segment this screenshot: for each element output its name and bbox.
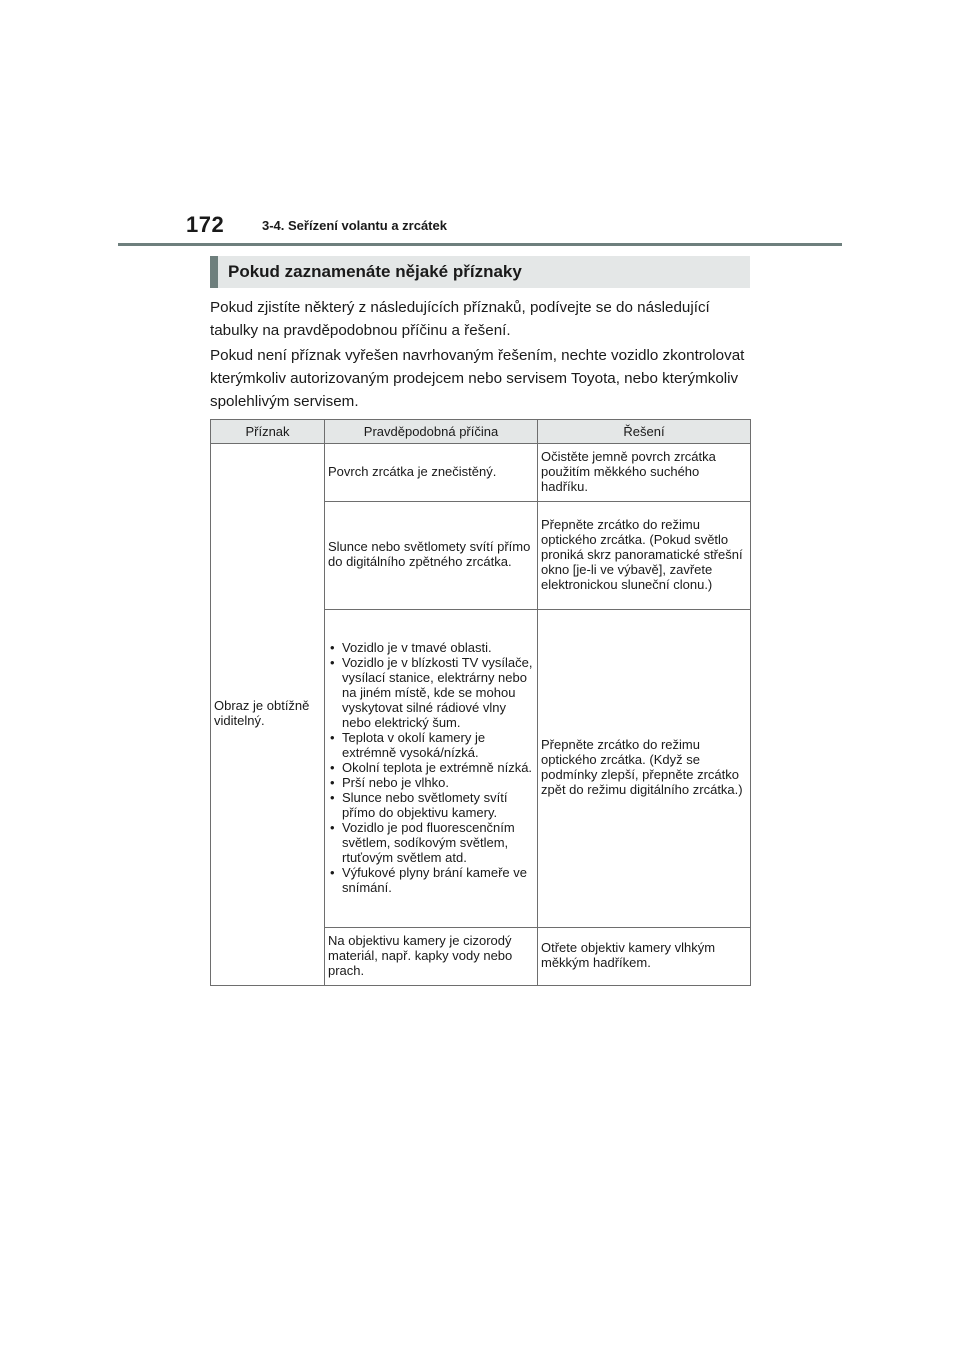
list-item: • Vozidlo je v blízkosti TV vysílače, vysílací stanice, elektrárny nebo na jiném místě, kde se mohou vyskytovat silné rádiové vlny nebo elektrický šum. [328,655,534,730]
subsection-heading-text: Pokud zaznamenáte nějaké příznaky [228,262,522,281]
cause-cell: Slunce nebo světlomety svítí přímo do digitálního zpětného zrcátka. [325,502,538,610]
cause-cell [325,610,538,928]
solution-cell: Přepněte zrcátko do režimu optického zrcátka. (Když se podmínky zlepší, přepněte zrcátko zpět do režimu digitálního zrcátka.) [538,610,751,928]
section-title: 3-4. Seřízení volantu a zrcátek [262,218,447,233]
table-header-row [211,420,751,444]
column-header-solution: Řešení [538,420,751,444]
list-item: • Slunce nebo světlomety svítí přímo do objektivu kamery. [328,790,534,820]
page-number: 172 [186,212,225,237]
subsection-heading [210,256,750,288]
service-paragraph: Pokud není příznak vyřešen navrhovaným řešením, nechte vozidlo zkontrolovat kterýmkoliv autorizovaným prodejcem nebo servisem Toyota, nebo kterýmkoliv spolehlivým servisem. [210,347,745,410]
list-item: • Výfukové plyny brání kameře ve snímání. [328,865,534,895]
solution-cell: Očistěte jemně povrch zrcátka použitím měkkého suchého hadříku. [538,444,751,502]
cause-list [328,640,534,895]
list-item: • Vozidlo je pod fluorescenčním světlem, sodíkovým světlem, rtuťovým světlem atd. [328,820,534,865]
column-header-symptom: Příznak [211,420,325,444]
list-item: • Vozidlo je v tmavé oblasti. [328,640,534,655]
list-item: • Okolní teplota je extrémně nízká. [328,760,534,775]
list-item: • Teplota v okolí kamery je extrémně vysoká/nízká. [328,730,534,760]
symptoms-table [210,419,751,986]
header-divider [118,243,842,246]
symptom-cell: Obraz je obtížně viditelný. [211,444,325,986]
list-item: • Prší nebo je vlhko. [328,775,534,790]
intro-paragraph: Pokud zjistíte některý z následujících příznaků, podívejte se do následující tabulky na pravděpodobnou příčinu a řešení. [210,299,710,339]
table-row [211,444,751,502]
cause-cell: Na objektivu kamery je cizorodý materiál, např. kapky vody nebo prach. [325,928,538,986]
cause-cell: Povrch zrcátka je znečistěný. [325,444,538,502]
solution-cell: Otřete objektiv kamery vlhkým měkkým hadříkem. [538,928,751,986]
solution-cell: Přepněte zrcátko do režimu optického zrcátka. (Pokud světlo proniká skrz panoramatické střešní okno [je-li ve výbavě], zavřete elektronickou sluneční clonu.) [538,502,751,610]
column-header-cause: Pravděpodobná příčina [325,420,538,444]
